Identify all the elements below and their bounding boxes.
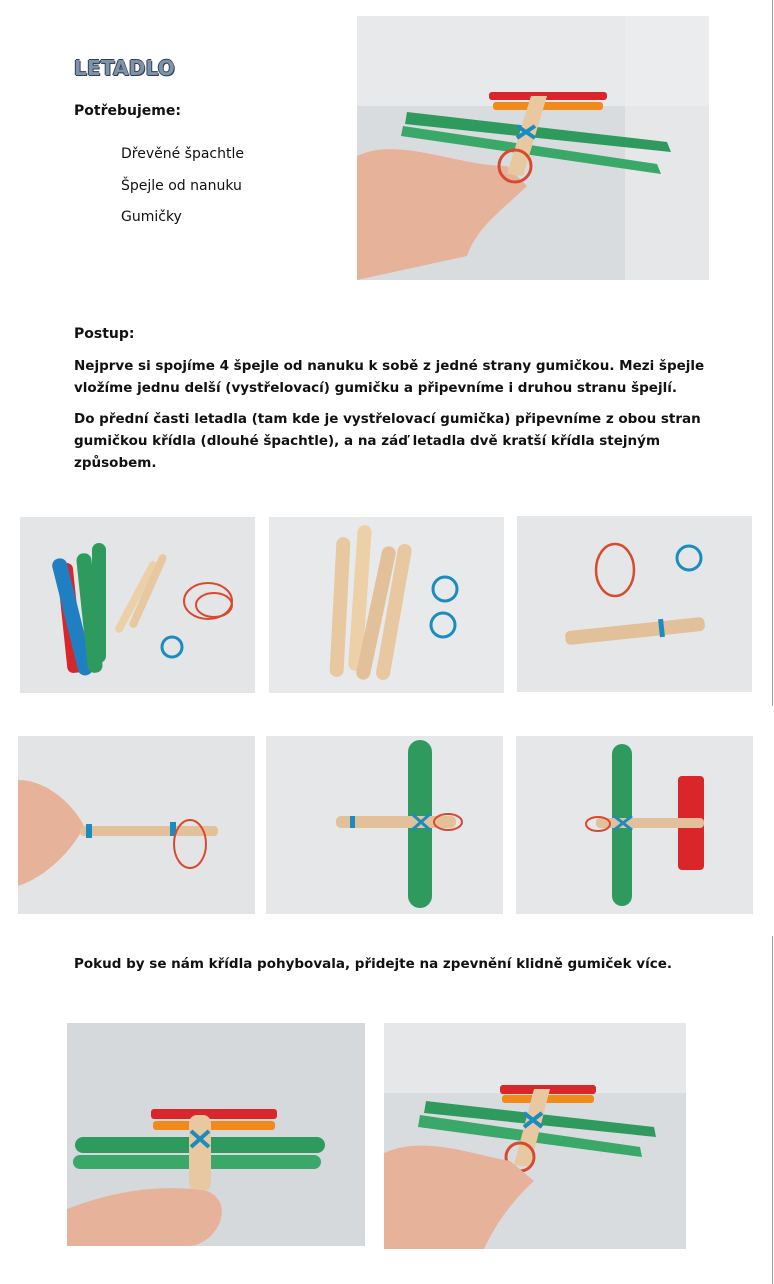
procedure-heading: Postup: bbox=[74, 326, 135, 342]
material-item: Dřevěné špachtle bbox=[121, 146, 244, 162]
materials-list bbox=[121, 144, 244, 239]
tip-paragraph: Pokud by se nám křídla pohybovala, přidejte na zpevnění klidně gumiček více. bbox=[74, 956, 672, 972]
materials-heading: Potřebujeme: bbox=[74, 103, 181, 119]
photo-step-front-wing bbox=[266, 736, 503, 914]
photo-step-rear-wing bbox=[516, 736, 753, 914]
photo-step-sticks-and-bands bbox=[269, 517, 504, 693]
material-item: Špejle od nanuku bbox=[121, 177, 242, 194]
document-title: LETADLO bbox=[74, 56, 176, 80]
photo-finished-plane-angle bbox=[384, 1023, 686, 1249]
procedure-paragraph-2: Do přední časti letadla (tam kde je vystřelovací gumička) připevníme z obou stran gumičkou křídla (dlouhé špachtle), a na záď letadla dvě kratší křídla stejným způsobem. bbox=[74, 411, 701, 471]
photo-step-inserting-launch-band bbox=[18, 736, 255, 914]
photo-finished-plane bbox=[357, 16, 709, 280]
page-edge-top bbox=[772, 0, 773, 706]
photo-step-materials bbox=[20, 517, 255, 693]
photo-finished-plane-front bbox=[67, 1023, 365, 1246]
photo-step-bundled-sticks bbox=[517, 516, 752, 692]
procedure-paragraph-1: Nejprve si spojíme 4 špejle od nanuku k sobě z jedné strany gumičkou. Mezi špejle vložíme jednu delší (vystřelovací) gumičku a připevníme i druhou stranu špejlí. bbox=[74, 358, 705, 396]
page-edge-bottom bbox=[772, 936, 773, 1284]
material-item: Gumičky bbox=[121, 209, 182, 225]
